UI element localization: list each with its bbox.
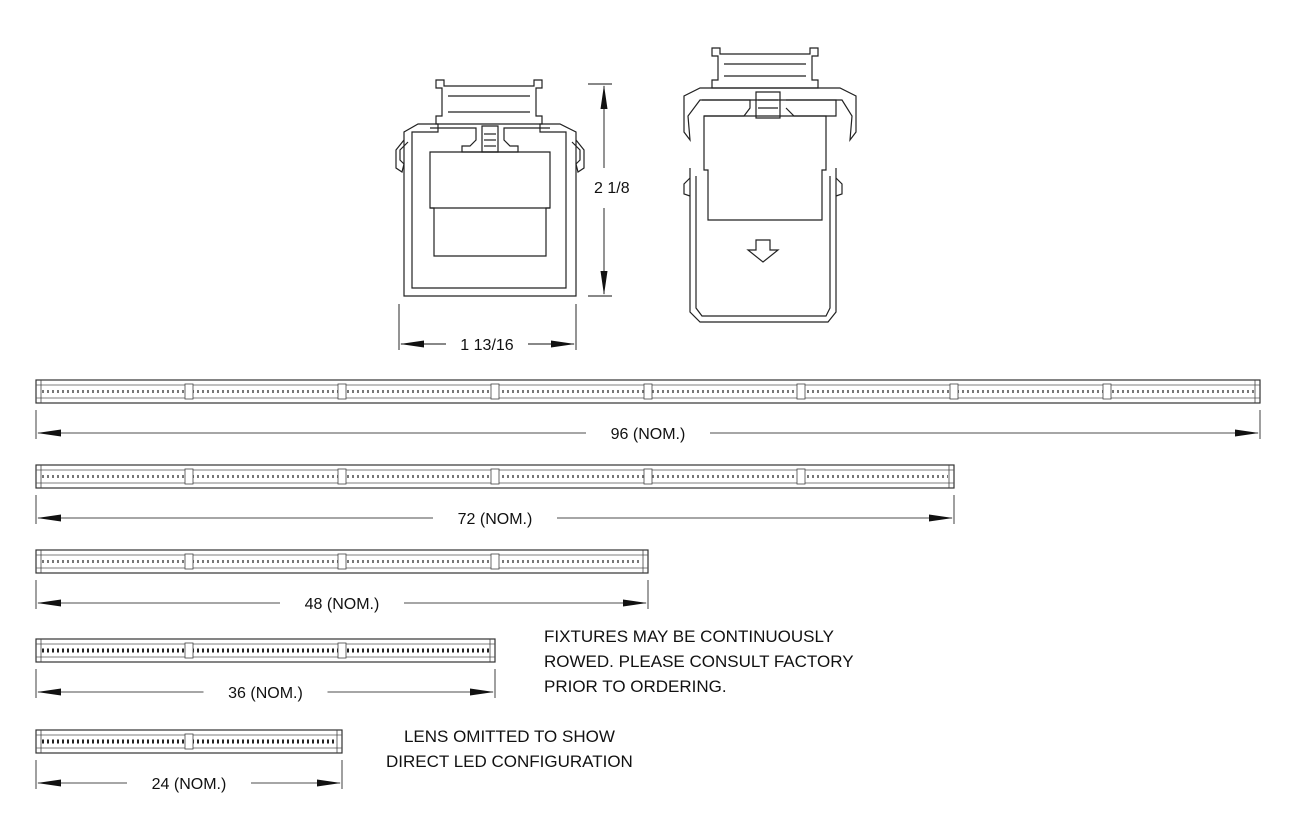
- module-joint: [185, 734, 193, 749]
- section-view-closed: [396, 80, 584, 296]
- fixture-96: [36, 380, 1260, 443]
- module-joint: [491, 469, 499, 484]
- module-joint: [338, 643, 346, 658]
- module-joint: [185, 469, 193, 484]
- continuous-row-note: [544, 624, 854, 699]
- fixture-36: [36, 639, 495, 702]
- fixture-housing: [36, 639, 495, 662]
- module-joint: [491, 384, 499, 399]
- length-label: 36 (NOM.): [228, 685, 303, 702]
- note-line: FIXTURES MAY BE CONTINUOUSLY: [544, 627, 834, 646]
- length-label: 72 (NOM.): [457, 511, 533, 528]
- module-joint: [1103, 384, 1111, 399]
- module-joint: [950, 384, 958, 399]
- length-label: 24 (NOM.): [151, 776, 227, 793]
- length-label: 96 (NOM.): [610, 426, 686, 443]
- module-joint: [185, 384, 193, 399]
- fixture-24: [36, 730, 342, 793]
- note-line: LENS OMITTED TO SHOW: [403, 727, 615, 746]
- module-joint: [644, 469, 652, 484]
- fixture-48: [36, 550, 648, 613]
- module-joint: [185, 554, 193, 569]
- length-label: 48 (NOM.): [304, 596, 380, 613]
- module-joint: [797, 384, 805, 399]
- width-dimension-label: 1 13/16: [460, 337, 514, 354]
- section-view-open: [684, 48, 856, 322]
- lens-omitted-note: [386, 724, 633, 774]
- module-joint: [338, 469, 346, 484]
- note-line: DIRECT LED CONFIGURATION: [386, 752, 633, 771]
- fixture-lengths: [36, 380, 1260, 793]
- module-joint: [797, 469, 805, 484]
- height-dimension-label: 2 1/8: [594, 180, 630, 197]
- module-joint: [644, 384, 652, 399]
- fixture-72: [36, 465, 954, 528]
- module-joint: [491, 554, 499, 569]
- module-joint: [338, 554, 346, 569]
- module-joint: [185, 643, 193, 658]
- note-line: ROWED. PLEASE CONSULT FACTORY: [544, 652, 854, 671]
- note-line: PRIOR TO ORDERING.: [544, 677, 727, 696]
- module-joint: [338, 384, 346, 399]
